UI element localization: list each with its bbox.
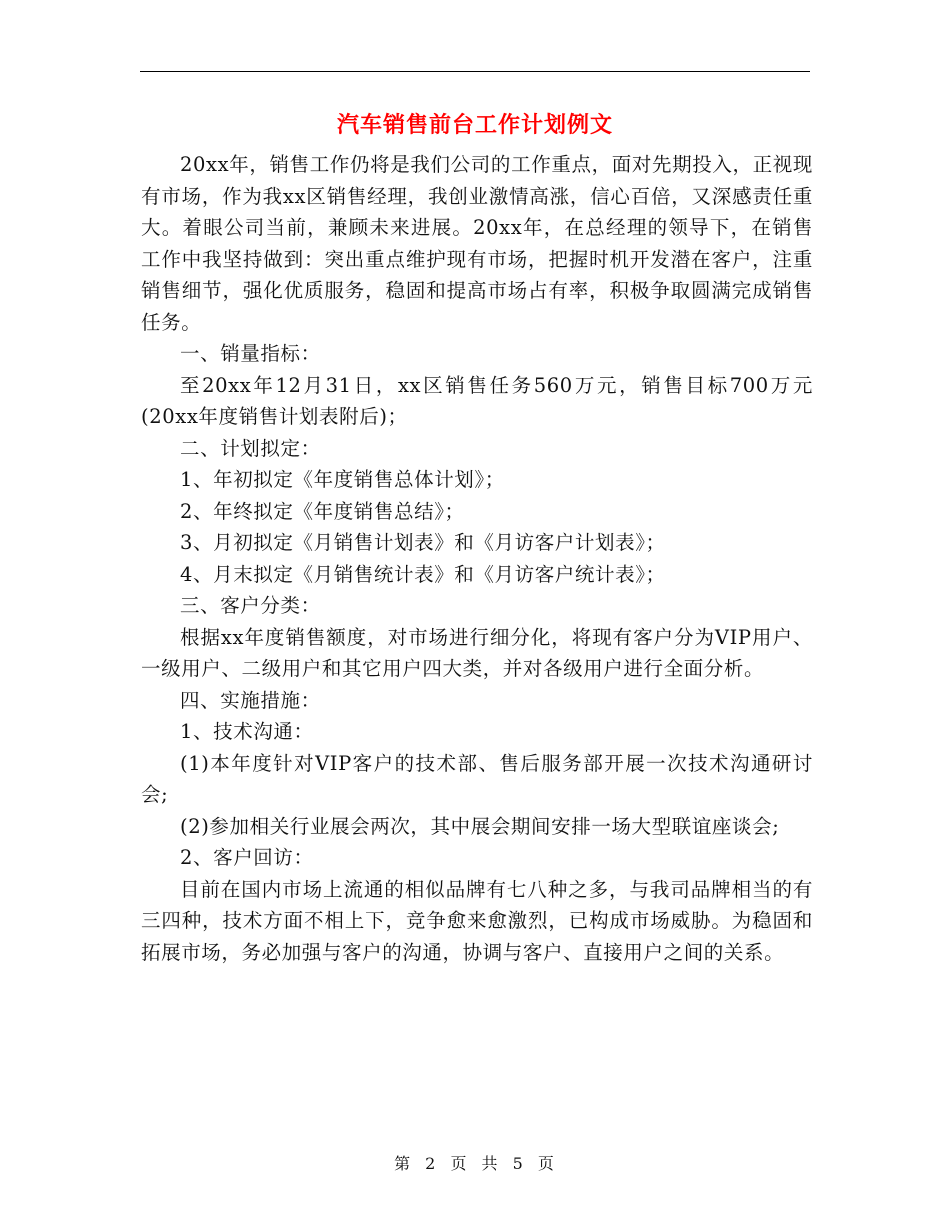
list-item-plan-1: 1、年初拟定《年度销售总体计划》；: [180, 468, 505, 491]
list-item-plan-2: 2、年终拟定《年度销售总结》；: [180, 499, 465, 523]
list-item-tech-2: (2)参加相关行业展会两次，其中展会期间安排一场大型联谊座谈会;: [180, 814, 780, 838]
subheading-customer-visit: 2、客户回访：: [180, 846, 314, 869]
paragraph-customer-classification: 根据xx年度销售额度，对市场进行细分化，将现有客户分为VIP用户、一级用户、二级用户和其它用户四大类，并对各级用户进行全面分析。: [141, 625, 813, 680]
heading-measures: 四、实施措施：: [180, 688, 321, 712]
paragraph-sales-target: 至20xx年12月31日，xx区销售任务560万元，销售目标700万元(20xx年度销售计划表附后)；: [141, 373, 813, 428]
list-item-plan-3: 3、月初拟定《月销售计划表》和《月访客户计划表》；: [180, 531, 666, 554]
document-title: 汽车销售前台工作计划例文: [336, 112, 613, 138]
list-item-tech-1: (1)本年度针对VIP客户的技术部、售后服务部开展一次技术沟通研讨会;: [141, 751, 813, 806]
page-indicator: 第 2 页 共 5 页: [394, 1154, 556, 1173]
paragraph-intro: 20xx年，销售工作仍将是我们公司的工作重点，面对先期投入，正视现有市场，作为我xx区销售经理，我创业激情高涨，信心百倍，又深感责任重大。着眼公司当前，兼顾未来进展。20xx年，在总经理的领导下，在销售工作中我坚持做到：突出重点维护现有市场，把握时机开发潜在客户，注重销售细节，强化优质服务，稳固和提高市场占有率，积极争取圆满完成销售任务。: [141, 153, 813, 334]
heading-sales-target: 一、销量指标：: [180, 342, 321, 365]
paragraph-customer-visit: 目前在国内市场上流通的相似品牌有七八种之多，与我司品牌相当的有三四种，技术方面不相上下，竞争愈来愈激烈，已构成市场威胁。为稳固和拓展市场，务必加强与客户的沟通，协调与客户、直接用户之间的关系。: [141, 877, 813, 964]
heading-customer-classification: 三、客户分类：: [180, 594, 321, 617]
header-rule: [140, 71, 810, 72]
list-item-plan-4: 4、月末拟定《月销售统计表》和《月访客户统计表》；: [180, 562, 666, 586]
document-body: [141, 149, 813, 968]
heading-plan-making: 二、计划拟定：: [180, 436, 321, 460]
subheading-tech-communication: 1、技术沟通：: [180, 720, 314, 743]
